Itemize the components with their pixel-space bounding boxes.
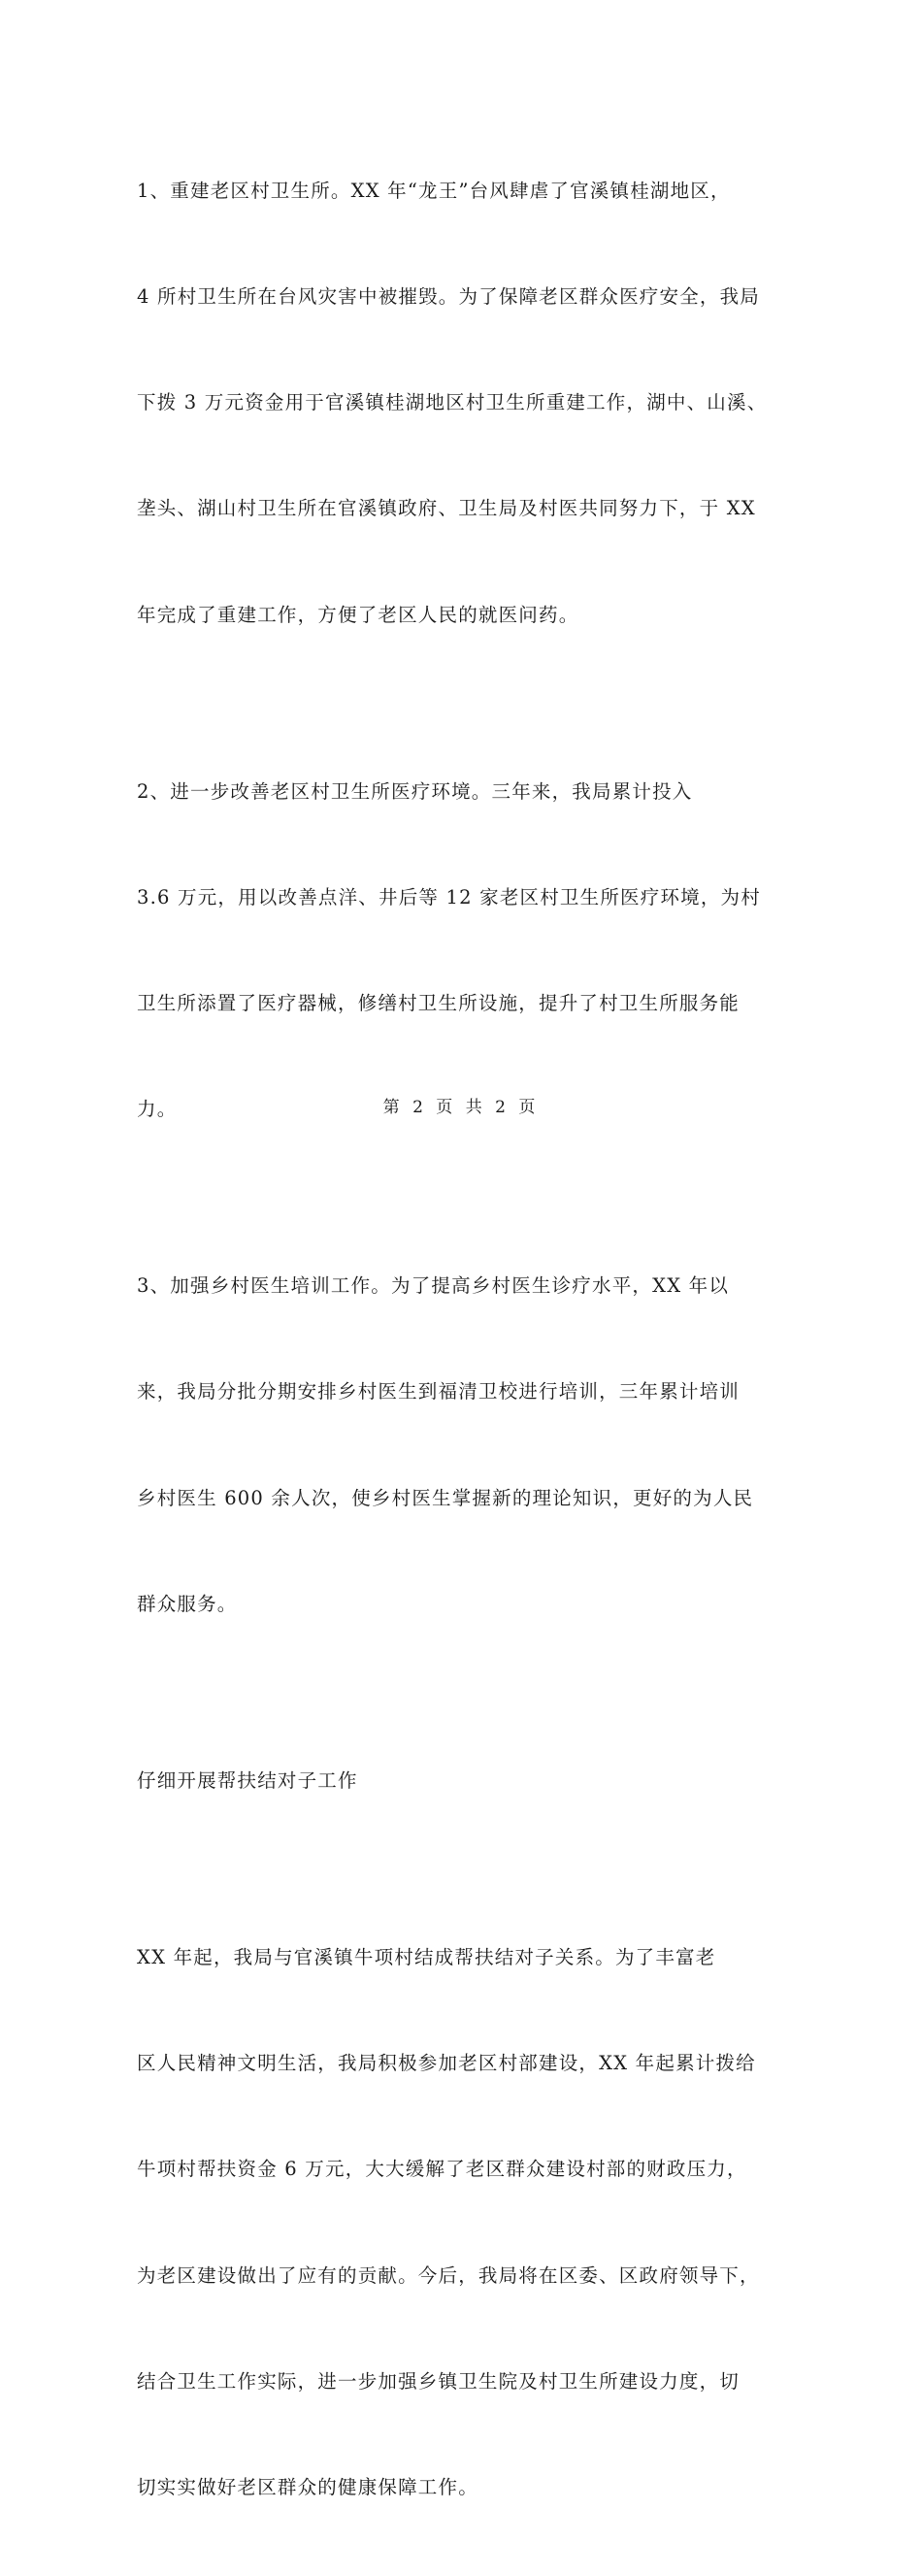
text-line: 2、进一步改善老区村卫生所医疗环境。三年来，我局累计投入	[137, 779, 693, 803]
page-number-footer: 第 2 页 共 2 页	[382, 1098, 540, 1117]
text-line: 1、重建老区村卫生所。XX 年“龙王”台风肆虐了官溪镇桂湖地区，	[137, 179, 731, 202]
text-line: 3、加强乡村医生培训工作。为了提高乡村医生诊疗水平，XX 年以	[137, 1274, 730, 1298]
text-line: 仔细开展帮扶结对子工作	[137, 1768, 358, 1792]
paragraph-doctor-training	[137, 1198, 816, 1693]
text-line: 乡村医生 600 余人次，使乡村医生掌握新的理论知识，更好的为人民	[137, 1486, 754, 1509]
text-line: 来，我局分批分期安排乡村医生到福清卫校进行培训，三年累计培训	[137, 1380, 741, 1404]
text-line: 下拨 3 万元资金用于官溪镇桂湖地区村卫生所重建工作，湖中、山溪、	[137, 391, 768, 414]
text-line: 为老区建设做出了应有的贡献。今后，我局将在区委、区政府领导下，	[137, 2263, 760, 2287]
paragraph-improve-environment	[137, 704, 816, 1199]
text-line: 年完成了重建工作，方便了老区人民的就医问药。	[137, 603, 579, 626]
text-line: 3.6 万元，用以改善点洋、井后等 12 家老区村卫生所医疗环境，为村	[137, 885, 761, 908]
text-line: XX 年起，我局与官溪镇牛项村结成帮扶结对子关系。为了丰富老	[137, 1945, 716, 1968]
text-line: 结合卫生工作实际，进一步加强乡镇卫生院及村卫生所建设力度，切	[137, 2369, 741, 2393]
section-heading-support-pairing	[137, 1693, 816, 1869]
text-line: 切实实做好老区群众的健康保障工作。	[137, 2475, 478, 2498]
text-line: 群众服务。	[137, 1592, 238, 1615]
text-line: 4 所村卫生所在台风灾害中被摧毁。为了保障老区群众医疗安全，我局	[137, 285, 761, 309]
paragraph-support-pairing	[137, 1869, 816, 2576]
text-line: 牛项村帮扶资金 6 万元，大大缓解了老区群众建设村部的财政压力，	[137, 2158, 747, 2181]
document-body	[137, 103, 816, 2576]
text-line: 力。	[137, 1098, 178, 1121]
paragraph-rebuild-clinics	[137, 103, 816, 704]
text-line: 卫生所添置了医疗器械，修缮村卫生所设施，提升了村卫生所服务能	[137, 992, 741, 1015]
text-line: 区人民精神文明生活，我局积极参加老区村部建设，XX 年起累计拨给	[137, 2052, 756, 2075]
text-line: 垄头、湖山村卫生所在官溪镇政府、卫生局及村医共同努力下，于 XX	[137, 497, 756, 520]
